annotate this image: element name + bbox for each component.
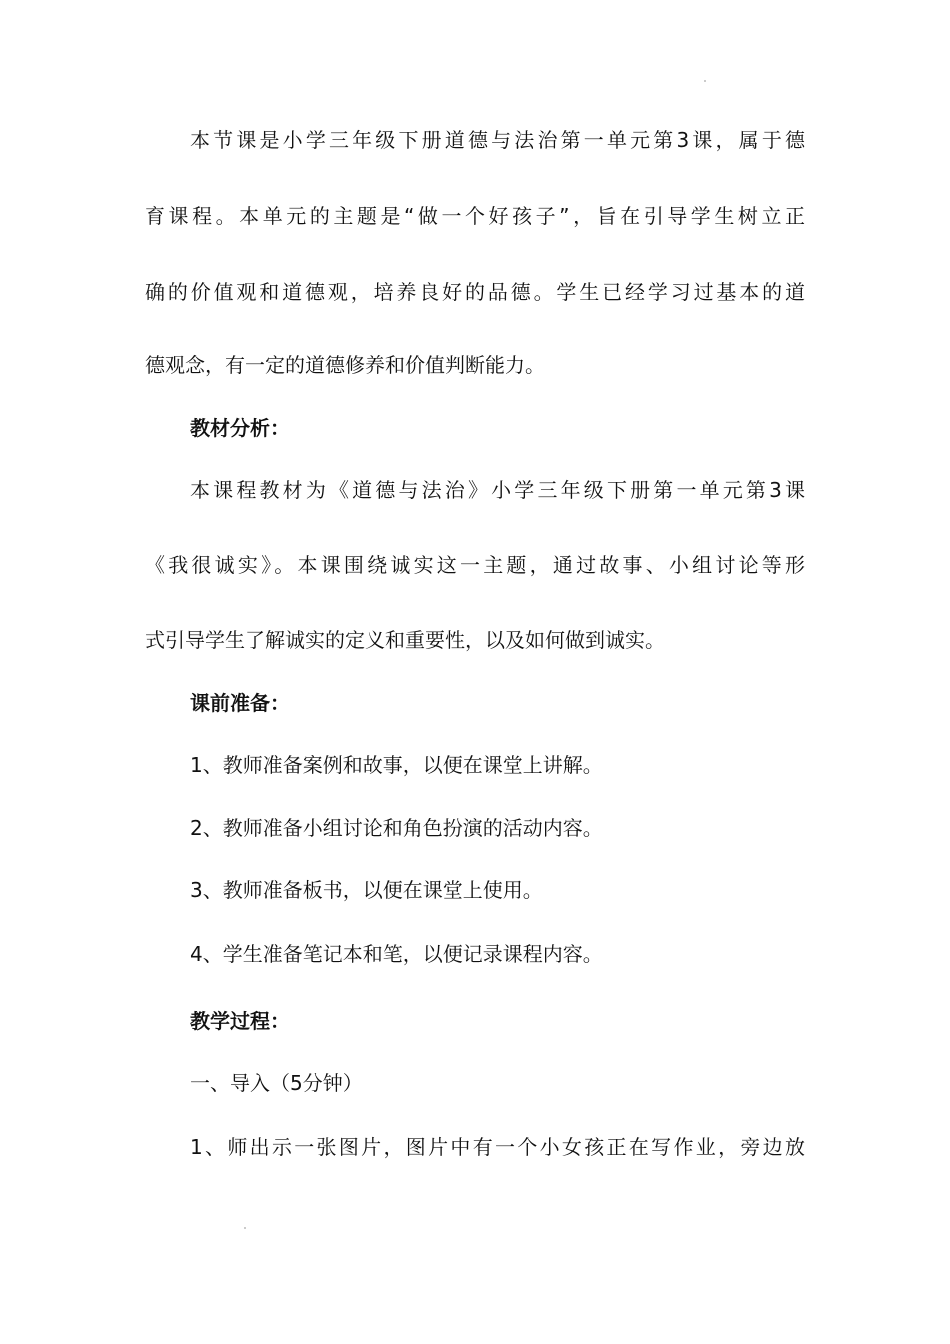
prep-item-2: 2、教师准备小组讨论和角色扮演的活动内容。	[190, 816, 603, 840]
page-mark-bottom	[244, 1227, 246, 1229]
material-line-1: 本课程教材为《道德与法治》小学三年级下册第一单元第3课	[190, 478, 805, 502]
prep-item-4: 4、学生准备笔记本和笔，以便记录课程内容。	[190, 942, 603, 966]
heading-teaching-process: 教学过程：	[190, 1009, 290, 1033]
intro-line-2: 育课程。本单元的主题是“做一个好孩子”，旨在引导学生树立正	[145, 204, 805, 228]
section-introduction: 一、导入（5分钟）	[190, 1071, 363, 1095]
intro-line-1: 本节课是小学三年级下册道德与法治第一单元第3课，属于德	[190, 128, 805, 152]
heading-material-analysis: 教材分析：	[190, 416, 290, 440]
page-mark-top	[704, 80, 706, 82]
heading-preparation: 课前准备：	[190, 691, 290, 715]
intro-line-4: 德观念，有一定的道德修养和价值判断能力。	[145, 353, 545, 377]
intro-line-3: 确的价值观和道德观，培养良好的品德。学生已经学习过基本的道	[145, 280, 805, 304]
prep-item-3: 3、教师准备板书，以便在课堂上使用。	[190, 878, 543, 902]
prep-item-1: 1、教师准备案例和故事，以便在课堂上讲解。	[190, 753, 603, 777]
material-line-2: 《我很诚实》。本课围绕诚实这一主题，通过故事、小组讨论等形	[145, 553, 805, 577]
process-item-1: 1、师出示一张图片，图片中有一个小女孩正在写作业，旁边放	[190, 1135, 805, 1159]
material-line-3: 式引导学生了解诚实的定义和重要性，以及如何做到诚实。	[145, 628, 665, 652]
